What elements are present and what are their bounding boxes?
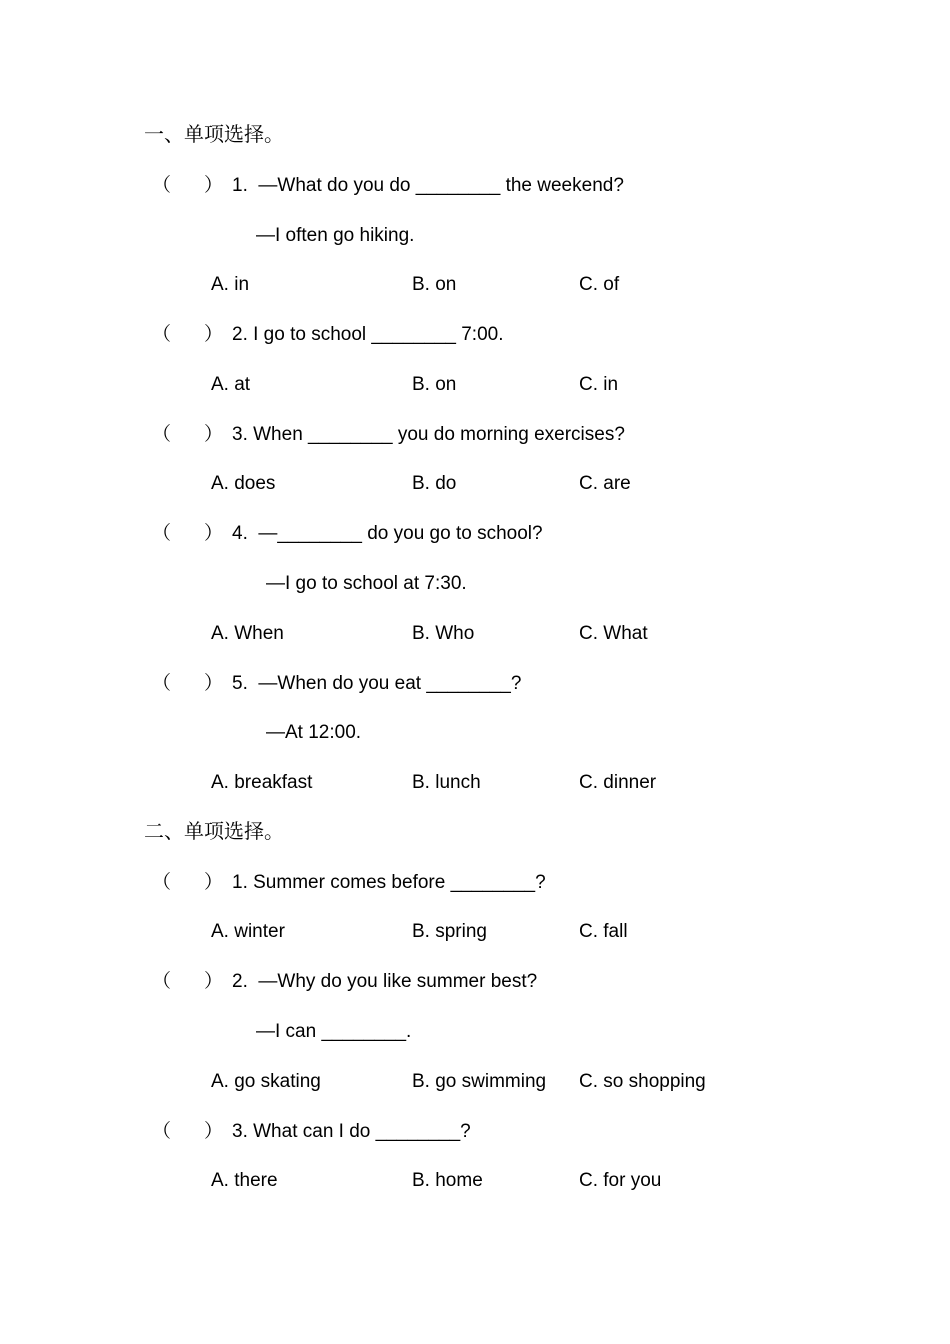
option-c: C. What	[579, 623, 648, 644]
option-c: C. for you	[579, 1170, 662, 1191]
option-a: A. breakfast	[211, 772, 313, 793]
option-a: A. there	[211, 1170, 278, 1191]
answer-paren-open: （	[152, 872, 172, 893]
answer-paren-open: （	[152, 324, 172, 345]
option-c: C. in	[579, 374, 619, 395]
question-stem: 1. Summer comes before ________?	[232, 872, 546, 893]
section-2-heading: 二、单项选择。	[144, 819, 284, 843]
option-a: A. in	[211, 274, 250, 295]
question-stem: 2. I go to school ________ 7:00.	[232, 324, 504, 345]
option-a: A. winter	[211, 921, 285, 942]
answer-paren-open: （	[152, 673, 172, 694]
answer-paren-close: ）	[204, 673, 224, 694]
answer-paren-open: （	[152, 971, 172, 992]
answer-line: —I often go hiking.	[256, 225, 415, 246]
option-b: B. do	[412, 473, 457, 494]
option-b: B. home	[412, 1170, 483, 1191]
question-stem: 3. What can I do ________?	[232, 1121, 471, 1142]
option-b: B. Who	[412, 623, 475, 644]
answer-line: —I can ________.	[256, 1021, 412, 1042]
question-stem: 5. —When do you eat ________?	[232, 673, 522, 694]
option-c: C. are	[579, 473, 631, 494]
answer-paren-open: （	[152, 523, 172, 544]
answer-paren-close: ）	[204, 175, 224, 196]
option-b: B. on	[412, 374, 457, 395]
option-a: A. does	[211, 473, 276, 494]
option-b: B. go swimming	[412, 1071, 547, 1092]
answer-paren-close: ）	[204, 971, 224, 992]
answer-paren-close: ）	[204, 872, 224, 893]
answer-line: —I go to school at 7:30.	[266, 573, 467, 594]
option-a: A. at	[211, 374, 251, 395]
answer-paren-close: ）	[204, 1121, 224, 1142]
answer-paren-open: （	[152, 424, 172, 445]
option-a: A. go skating	[211, 1071, 321, 1092]
question-stem: 4. —________ do you go to school?	[232, 523, 543, 544]
option-b: B. on	[412, 274, 457, 295]
answer-line: —At 12:00.	[266, 722, 362, 743]
answer-paren-open: （	[152, 1121, 172, 1142]
answer-paren-open: （	[152, 175, 172, 196]
option-c: C. dinner	[579, 772, 657, 793]
option-a: A. When	[211, 623, 284, 644]
answer-paren-close: ）	[204, 424, 224, 445]
answer-paren-close: ）	[204, 523, 224, 544]
answer-paren-close: ）	[204, 324, 224, 345]
option-c: C. so shopping	[579, 1071, 706, 1092]
option-b: B. spring	[412, 921, 487, 942]
option-b: B. lunch	[412, 772, 481, 793]
question-stem: 1. —What do you do ________ the weekend?	[232, 175, 624, 196]
option-c: C. fall	[579, 921, 628, 942]
option-c: C. of	[579, 274, 620, 295]
question-stem: 3. When ________ you do morning exercises?	[232, 424, 625, 445]
question-stem: 2. —Why do you like summer best?	[232, 971, 538, 992]
section-1-heading: 一、单项选择。	[144, 122, 284, 146]
